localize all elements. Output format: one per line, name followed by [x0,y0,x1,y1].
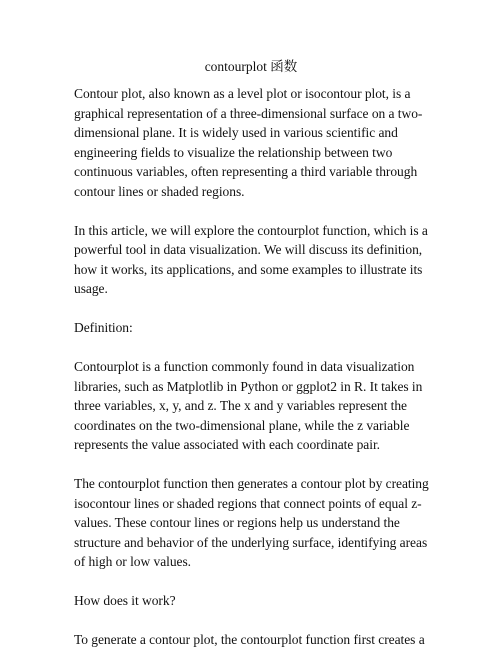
text-line: Definition: [74,320,133,335]
paragraph-gap [74,611,429,631]
text-line: isocontour lines or shaded regions that connect points of equal z- [74,495,422,511]
text-line: usage. [74,281,108,296]
section-heading-how [74,591,429,611]
text-line: Contourplot is a function commonly found in data visualization [74,359,415,374]
text-line: how it works, its applications, and some examples to illustrate its [74,261,423,277]
text-line: libraries, such as Matplotlib in Python or ggplot2 in R. It takes in [74,378,423,394]
paragraph-gap [74,455,429,475]
text-line: represents the value associated with each coordinate pair. [74,437,380,452]
paragraph-generation [74,474,429,572]
text-line: graphical representation of a three-dimensional surface on a two- [74,105,423,121]
text-line: three variables, x, y, and z. The x and y variables represent the [74,398,407,413]
text-line: coordinates on the two-dimensional plane, while the z variable [74,417,410,433]
text-line: of high or low values. [74,554,192,569]
paragraph-intro [74,84,429,201]
text-line: The contourplot function then generates a contour plot by creating [74,476,429,491]
paragraph-definition [74,357,429,455]
text-line: powerful tool in data visualization. We will discuss its definition, [74,242,423,257]
text-line: In this article, we will explore the contourplot function, which is a [74,222,428,238]
text-line: Contour plot, also known as a level plot or isocontour plot, is a [74,86,411,101]
paragraph-article-overview [74,221,429,299]
paragraph-gap [74,299,429,319]
text-line: dimensional plane. It is widely used in various scientific and [74,125,398,140]
paragraph-gap [74,572,429,592]
paragraph-how [74,630,429,650]
text-line: contour lines or shaded regions. [74,183,245,199]
text-line: To generate a contour plot, the contourplot function first creates a [74,632,425,647]
section-heading-definition [74,318,429,338]
text-line: How does it work? [74,593,176,608]
text-line: structure and behavior of the underlying surface, identifying areas [74,534,428,550]
page-title: contourplot 函数 [204,59,298,74]
text-line: engineering fields to visualize the relationship between two [74,144,393,160]
paragraph-gap [74,338,429,358]
document-body [74,84,429,650]
text-line: values. These contour lines or regions help us understand the [74,515,400,530]
paragraph-gap [74,201,429,221]
text-line: continuous variables, often representing a third variable through [74,164,418,179]
